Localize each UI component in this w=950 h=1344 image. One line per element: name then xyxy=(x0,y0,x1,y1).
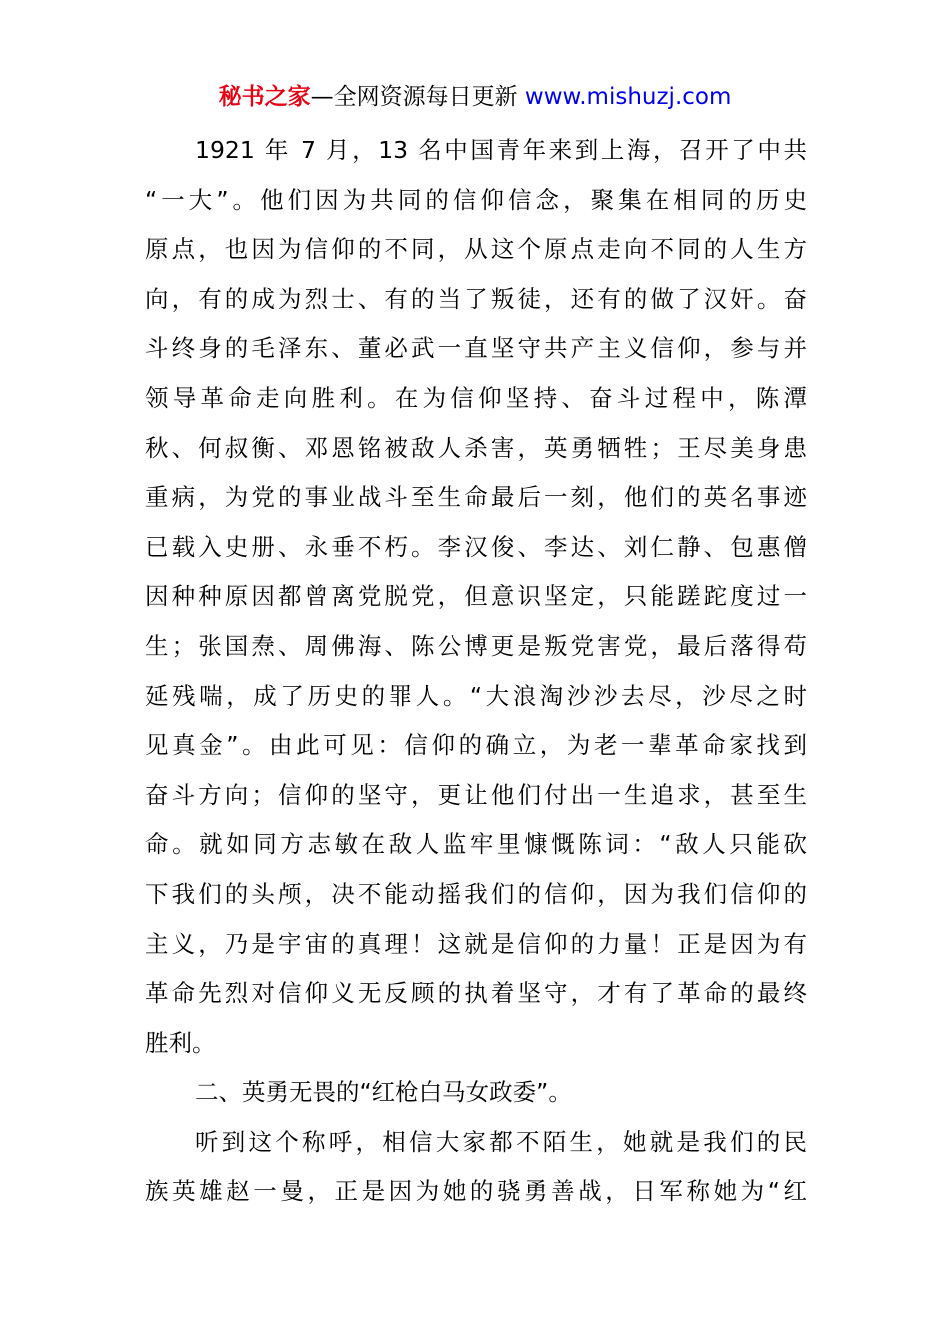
text-line: 胜利。 xyxy=(145,1028,216,1057)
text-line: 原点，也因为信仰的不同，从这个原点走向不同的人生方 xyxy=(145,235,807,264)
text-line: 秋、何叔衡、邓恩铭被敌人杀害，英勇牺牲；王尽美身患 xyxy=(145,433,807,462)
brand-name: 秘书之家 xyxy=(218,84,311,110)
text-line: 生；张国焘、周佛海、陈公博更是叛党害党，最后落得苟 xyxy=(145,631,807,660)
text-line: 重病，为党的事业战斗至生命最后一刻，他们的英名事迹 xyxy=(145,483,807,512)
text-line: 向，有的成为烈士、有的当了叛徒，还有的做了汉奸。奋 xyxy=(145,284,807,313)
text-line: 奋斗方向；信仰的坚守，更让他们付出一生追求，甚至生 xyxy=(145,780,807,809)
paragraph-1 xyxy=(145,126,807,1068)
text-line: 听到这个称呼，相信大家都不陌生，她就是我们的民 xyxy=(195,1127,807,1156)
text-line: “一大”。他们因为共同的信仰信念，聚集在相同的历史 xyxy=(145,185,807,214)
text-line: 斗终身的毛泽东、董必武一直坚守共产主义信仰，参与并 xyxy=(145,334,807,363)
header-tagline: —全网资源每日更新 xyxy=(310,84,518,110)
paragraph-2 xyxy=(145,1118,807,1217)
text-line: 因种种原因都曾离党脱党，但意识坚定，只能蹉跎度过一 xyxy=(145,582,807,611)
document-body xyxy=(145,126,807,1217)
text-line: 1921 年 7 月，13 名中国青年来到上海，召开了中共 xyxy=(195,136,807,164)
text-line: 已载入史册、永垂不朽。李汉俊、李达、刘仁静、包惠僧 xyxy=(145,532,807,561)
text-line: 下我们的头颅，决不能动摇我们的信仰，因为我们信仰的 xyxy=(145,879,807,908)
text-line: 革命先烈对信仰义无反顾的执着坚守，才有了革命的最终 xyxy=(145,979,807,1008)
site-url-link[interactable]: www.mishuzj.com xyxy=(524,84,732,110)
text-line: 见真金”。由此可见：信仰的确立，为老一辈革命家找到 xyxy=(145,731,807,760)
site-header xyxy=(0,82,950,112)
text-line: 族英雄赵一曼，正是因为她的骁勇善战，日军称她为“红 xyxy=(145,1177,807,1206)
text-line: 主义，乃是宇宙的真理！这就是信仰的力量！正是因为有 xyxy=(145,929,807,958)
text-line: 领导革命走向胜利。在为信仰坚持、奋斗过程中，陈潭 xyxy=(145,383,807,412)
text-line: 命。就如同方志敏在敌人监牢里慷慨陈词：“敌人只能砍 xyxy=(145,830,807,859)
text-line: 延残喘，成了历史的罪人。“大浪淘沙沙去尽，沙尽之时 xyxy=(145,681,807,710)
heading-text: 二、英勇无畏的“红枪白马女政委”。 xyxy=(195,1078,572,1107)
section-heading-2 xyxy=(145,1068,807,1118)
